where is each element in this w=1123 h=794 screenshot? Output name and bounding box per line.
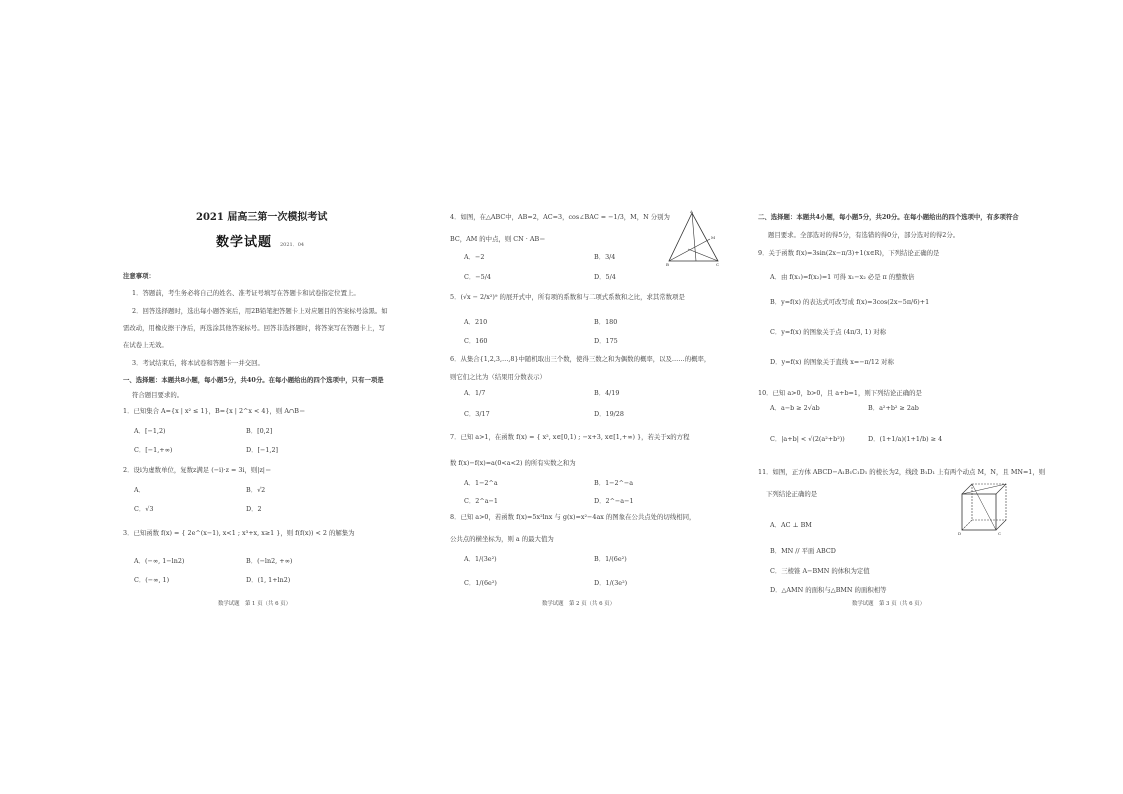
notice-2a: 2．回答选择题时，选出每小题答案后，用2B铅笔把答题卡上对应题目的答案标号涂黑。如 — [132, 307, 388, 315]
notice-3: 3．考试结束后，将本试卷和答题卡一并交回。 — [132, 359, 264, 367]
q4-option-d: D．5/4 — [594, 273, 616, 281]
q8-option-c: C．1/(6e²) — [464, 579, 497, 587]
q7-option-b: B．1−2^−a — [594, 479, 634, 487]
q10-option-a: A．a−b ≥ 2√ab — [770, 404, 820, 412]
exam-title: 数学试题 — [216, 235, 273, 250]
question-3: 3．已知函数 f(x) = { 2e^(x−1), x<1 ; x³+x, x≥1 }，则 f(f(x)) < 2 的解集为 — [123, 529, 355, 537]
q8-option-a: A．1/(3e²) — [464, 555, 497, 563]
question-10: 10．已知 a>0，b>0，且 a+b=1，则下列结论正确的是 — [758, 389, 922, 397]
question-4: 4．如图，在△ABC中，AB=2，AC=3，cos∠BAC = −1/3，M，N 分别为 — [450, 213, 670, 221]
question-9: 9．关于函数 f(x)=3sin(2x−π/3)+1(x∈R)，下列结论正确的是 — [758, 249, 940, 257]
question-6-cont: 则它们之比为（结果用分数表示） — [450, 373, 546, 381]
section-2-heading: 二、选择题：本题共4小题，每小题5分，共20分。在每小题给出的四个选项中，有多项符合 — [758, 213, 1019, 221]
q5-option-d: D．175 — [594, 337, 618, 345]
section-1-heading: 一、选择题：本题共8小题，每小题5分，共40分。在每小题给出的四个选项中，只有一项是 — [123, 376, 384, 384]
svg-text:A: A — [690, 209, 693, 214]
question-11-cont: 下列结论正确的是 — [766, 490, 818, 498]
q2-option-c: C．√3 — [134, 505, 154, 513]
q1-option-a: A．[−1,2) — [134, 427, 166, 435]
notice-1: 1．答题前，考生务必将自己的姓名、准考证号填写在答题卡和试卷指定位置上。 — [132, 289, 360, 297]
q1-option-d: D．[−1,2] — [246, 446, 279, 454]
question-11: 11．如图，正方体 ABCD−A₁B₁C₁D₁ 的棱长为2，线段 B₁D₁ 上有两个动点 M，N，且 MN=1，则 — [758, 468, 1046, 476]
question-6: 6．从集合{1,2,3,…,8}中随机取出三个数，使得三数之和为偶数的概率，以及……的概率， — [450, 355, 711, 363]
q7-option-a: A．1−2^a — [464, 479, 498, 487]
q6-option-d: D．19/28 — [594, 410, 624, 418]
q10-option-c: C．|a+b| < √(2(a²+b²)) — [770, 435, 845, 443]
q9-option-c: C．y=f(x) 的图象关于点 (4π/3, 1) 对称 — [770, 328, 887, 336]
question-7: 7．已知 a>1，在函数 f(x) = { x², x∈[0,1) ; −x+3, x∈[1,+∞) }，若关于x的方程 — [450, 433, 690, 441]
question-4-cont: BC，AM 的中点，则 CN · AB＝ — [450, 235, 546, 243]
q9-option-a: A．由 f(x₁)=f(x₂)=1 可得 x₁−x₂ 必是 π 的整数倍 — [770, 273, 915, 281]
q5-option-c: C．160 — [464, 337, 488, 345]
svg-text:M: M — [711, 235, 716, 240]
q11-option-a: A．AC ⊥ BM — [770, 521, 812, 529]
q2-option-b: B．√2 — [246, 486, 266, 494]
exam-page-3 — [758, 205, 1098, 615]
svg-text:C: C — [998, 531, 1002, 536]
question-8-cont: 公共点的横坐标为，则 a 的最大值为 — [450, 535, 554, 543]
q11-option-b: B．MN // 平面 ABCD — [770, 547, 836, 555]
q2-option-d: D．2 — [246, 505, 262, 513]
q1-option-c: C．[−1,+∞) — [134, 446, 173, 454]
cube-figure — [958, 480, 1010, 536]
section-1-heading-cont: 符合题目要求的。 — [132, 391, 184, 399]
page-footer-3: 数学试题 第 3 页（共 6 页） — [852, 601, 926, 607]
page-footer-1: 数学试题 第 1 页（共 6 页） — [218, 601, 292, 607]
q9-option-b: B．y=f(x) 的表达式可改写成 f(x)=3cos(2x−5π/6)+1 — [770, 298, 930, 306]
q7-option-c: C．2^a−1 — [464, 497, 498, 505]
q11-option-c: C．三棱锥 A−BMN 的体积为定值 — [770, 567, 870, 575]
triangle-figure — [666, 209, 722, 267]
exam-page-1 — [118, 205, 458, 615]
q8-option-b: B．1/(6e²) — [594, 555, 627, 563]
q3-option-c: C．(−∞, 1) — [134, 576, 170, 584]
question-8: 8．已知 a>0，若函数 f(x)=5x²lnx 与 g(x)=x²−4ax 的图象在公共点处的切线相同， — [450, 513, 696, 521]
q3-option-d: D．(1, 1+ln2) — [246, 576, 291, 584]
q6-option-b: B．4/19 — [594, 389, 620, 397]
exam-header: 2021 届高三第一次模拟考试 — [196, 212, 328, 223]
q4-option-a: A．−2 — [464, 253, 485, 261]
q2-option-a: A． — [134, 486, 146, 494]
q5-option-a: A．210 — [464, 318, 488, 326]
q7-option-d: D．2^−a−1 — [594, 497, 634, 505]
q10-option-b: B．a²+b² ≥ 2ab — [868, 404, 919, 412]
page-footer-2: 数学试题 第 2 页（共 6 页） — [542, 601, 616, 607]
exam-page-2 — [448, 205, 788, 615]
q6-option-c: C．3/17 — [464, 410, 490, 418]
notice-2c: 在试卷上无效。 — [123, 341, 168, 349]
question-1: 1．已知集合 A={x | x² ≤ 1}，B={x | 2^x < 4}，则 A∩B＝ — [123, 407, 306, 415]
section-2-heading-cont: 题目要求。全部选对的得5分，有选错的得0分，部分选对的得2分。 — [768, 231, 960, 239]
exam-date: 2021．04 — [280, 242, 305, 248]
q6-option-a: A．1/7 — [464, 389, 486, 397]
q8-option-d: D．1/(3e²) — [594, 579, 628, 587]
q3-option-a: A．(−∞, 1−ln2) — [134, 557, 185, 565]
q3-option-b: B．(−ln2, +∞) — [246, 557, 293, 565]
question-5: 5．(√x − 2/x²)⁹ 的展开式中，所有项的系数和与二项式系数和之比，求其常数项是 — [450, 293, 685, 301]
q4-option-b: B．3/4 — [594, 253, 616, 261]
question-2: 2．设i为虚数单位，复数z满足 (−i)·z = 3i，则|z|＝ — [123, 466, 272, 474]
q4-option-c: C．−5/4 — [464, 273, 491, 281]
svg-text:B: B — [666, 262, 669, 267]
q1-option-b: B．[0,2] — [246, 427, 273, 435]
svg-text:C: C — [716, 262, 720, 267]
notice-2b: 需改动，用橡皮擦干净后，再选涂其他答案标号。回答非选择题时，将答案写在答题卡上，写 — [123, 324, 386, 332]
q10-option-d: D．(1+1/a)(1+1/b) ≥ 4 — [868, 435, 943, 443]
question-7-cont: 数 f(x)−f(x)=a(0<a<2) 的所有实数之和为 — [450, 459, 576, 467]
notice-heading: 注意事项： — [123, 272, 155, 280]
q5-option-b: B．180 — [594, 318, 618, 326]
q9-option-d: D．y=f(x) 的图象关于直线 x=−π/12 对称 — [770, 358, 894, 366]
q11-option-d: D．△AMN 的面积与△BMN 的面积相等 — [770, 586, 887, 594]
svg-text:D: D — [958, 531, 962, 536]
